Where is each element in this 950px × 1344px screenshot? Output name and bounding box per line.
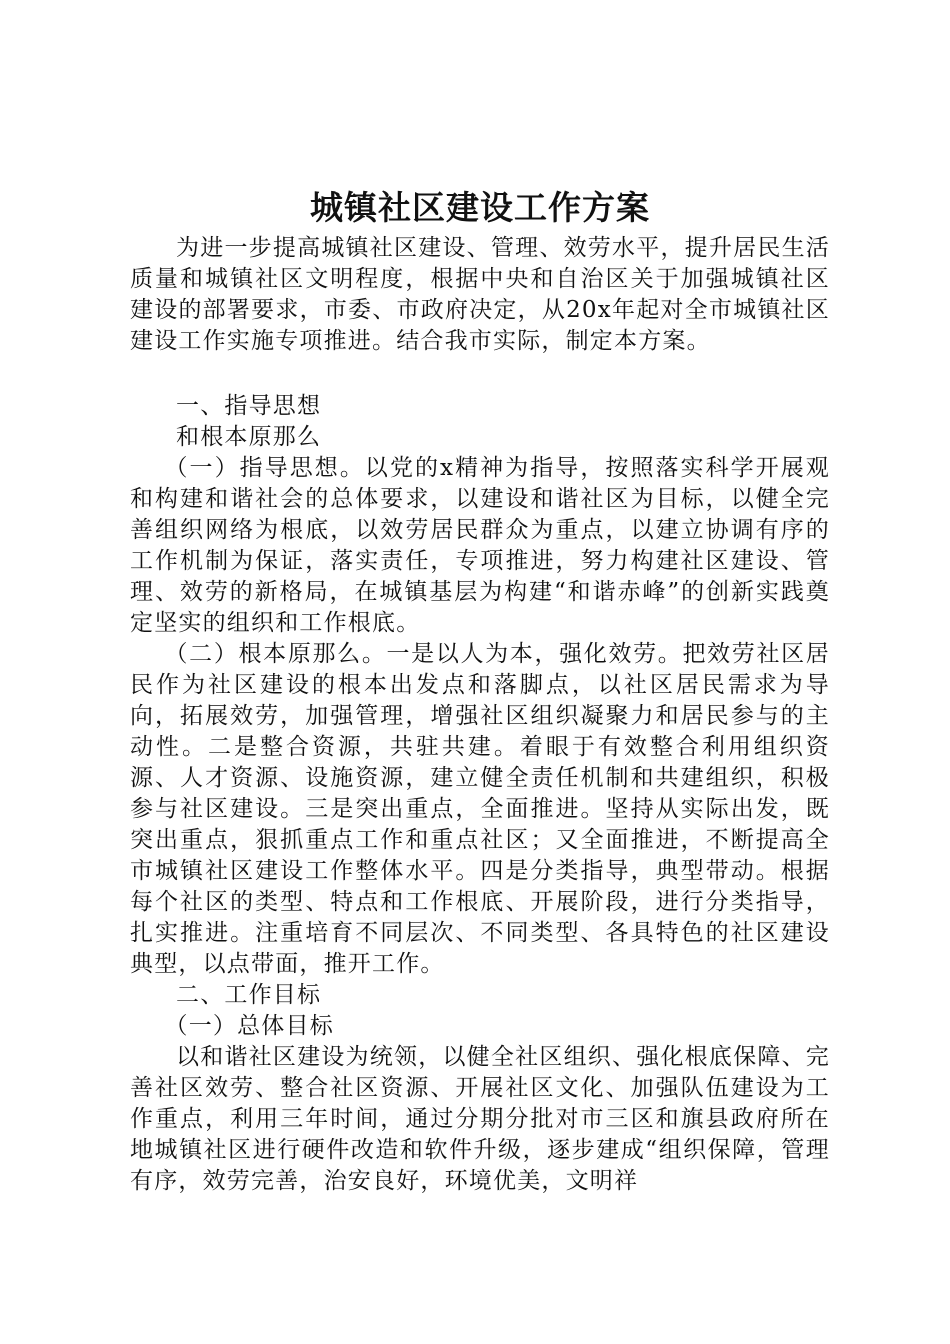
paragraph-gap [130, 357, 830, 391]
section2-overall-goal-paragraph: 以和谐社区建设为统领，以健全社区组织、强化根底保障、完善社区效劳、整合社区资源、开展社区文化、加强队伍建设为工作重点，利用三年时间，通过分期分批对市三区和旗县政府所在地城镇社区进行硬件改造和软件升级，逐步建成“组织保障，管理有序，效劳完善，治安良好，环境优美，文明祥 [130, 1044, 830, 1194]
section1-heading: 一、指导思想 [176, 393, 322, 419]
section1-guiding-thought-paragraph: （一）指导思想。以党的x精神为指导，按照落实科学开展观和构建和谐社会的总体要求，以建设和谐社区为目标，以健全完善组织网络为根底，以效劳居民群众为重点，以建立协调有序的工作机制为保证，落实责任，专项推进，努力构建社区建设、管理、效劳的新格局，在城镇基层为构建“和谐赤峰”的创新实践奠定坚实的组织和工作根底。 [130, 455, 830, 636]
intro-paragraph: 为进一步提高城镇社区建设、管理、效劳水平，提升居民生活质量和城镇社区文明程度，根据中央和自治区关于加强城镇社区建设的部署要求，市委、市政府决定，从20x年起对全市城镇社区建设工作实施专项推进。结合我市实际，制定本方案。 [130, 235, 830, 354]
section2-heading: 二、工作目标 [176, 982, 322, 1008]
document-page [130, 185, 830, 1197]
section2-subheading: （一）总体目标 [164, 1013, 334, 1039]
section1-subheading: 和根本原那么 [176, 424, 322, 450]
document-title: 城镇社区建设工作方案 [310, 188, 650, 227]
section1-basic-principles-paragraph: （二）根本原那么。一是以人为本，强化效劳。把效劳社区居民作为社区建设的根本出发点和落脚点，以社区居民需求为导向，拓展效劳，加强管理，增强社区组织凝聚力和居民参与的主动性。二是整合资源，共驻共建。着眼于有效整合利用组织资源、人才资源、设施资源，建立健全责任机制和共建组织，积极参与社区建设。三是突出重点，全面推进。坚持从实际出发，既突出重点，狠抓重点工作和重点社区；又全面推进，不断提高全市城镇社区建设工作整体水平。四是分类指导，典型带动。根据每个社区的类型、特点和工作根底、开展阶段，进行分类指导，扎实推进。注重培育不同层次、不同类型、各具特色的社区建设典型，以点带面，推开工作。 [130, 641, 830, 977]
